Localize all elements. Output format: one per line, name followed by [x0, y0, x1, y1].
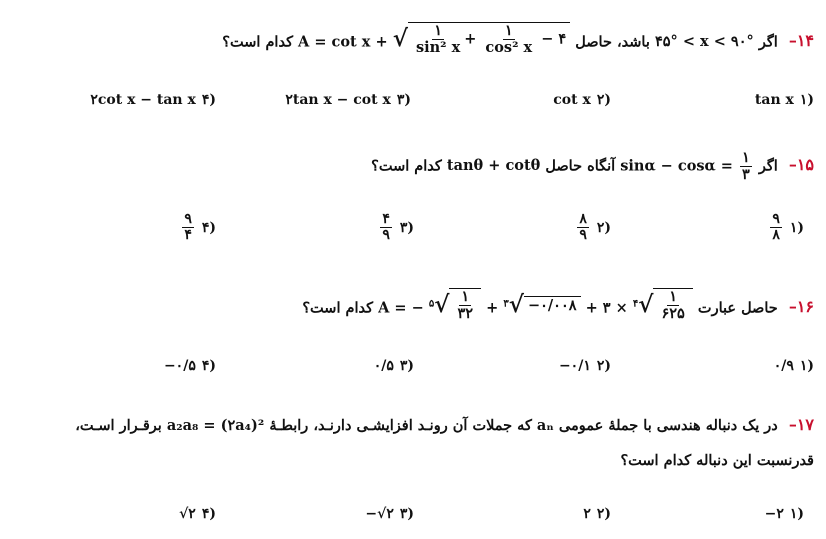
- question-text: باشد، حاصل: [575, 33, 650, 51]
- expr-tail: − ۴: [541, 30, 567, 48]
- option-label: ۲): [596, 358, 611, 374]
- math-expression: [298, 22, 570, 56]
- question-text: اگر: [758, 157, 778, 175]
- question-number: ۱۶–: [788, 297, 814, 317]
- option-value: −۰/۱: [558, 358, 591, 374]
- numerator: ۹: [772, 211, 780, 227]
- question-text: کدام است؟: [371, 157, 442, 175]
- question-text: حاصل عبارت: [697, 299, 778, 317]
- denominator: cos² x: [485, 38, 533, 56]
- denominator: ۳: [741, 165, 750, 183]
- option-fraction: [770, 212, 782, 244]
- math-symbol: aₙ: [536, 417, 554, 434]
- operator: +: [486, 299, 499, 317]
- sqrt-sign-icon: √: [508, 291, 524, 319]
- denominator: ۹: [579, 227, 587, 244]
- question-text: اگر: [758, 33, 778, 51]
- question-text: برقـرار اسـت،: [75, 417, 162, 434]
- operator: + ۳ ×: [585, 299, 628, 317]
- option-value: ۲tan x − cot x: [285, 92, 391, 108]
- option-3[interactable]: [285, 92, 411, 108]
- option-2[interactable]: [583, 506, 611, 522]
- question-17: [10, 415, 814, 434]
- math-expression: [378, 288, 693, 322]
- option-label: ۱): [789, 219, 804, 236]
- option-label: ۲): [596, 219, 611, 236]
- relation-expr: a₂a₈ = (۲a₄)²: [166, 417, 265, 434]
- expr-lead: A = cot x +: [298, 33, 388, 51]
- numerator: ۱: [504, 22, 513, 39]
- option-label: ۱): [799, 92, 814, 108]
- option-2[interactable]: [553, 92, 611, 108]
- option-value: −√۲: [365, 506, 394, 522]
- question-16: [10, 288, 814, 322]
- question-number: ۱۵–: [788, 155, 814, 175]
- denominator: ۶۲۵: [661, 304, 685, 322]
- option-label: ۱): [799, 358, 814, 374]
- denominator: sin² x: [415, 38, 461, 56]
- option-value: ۰/۹: [773, 358, 794, 374]
- option-label: ۴): [201, 506, 216, 522]
- denominator: ۹: [382, 227, 390, 244]
- option-3[interactable]: [365, 506, 414, 522]
- option-value: ۰/۵: [373, 358, 394, 374]
- option-label: ۳): [399, 219, 414, 236]
- sqrt-sign-icon: √: [434, 291, 450, 319]
- option-value: ۲cot x − tan x: [90, 92, 196, 108]
- fraction: [659, 289, 686, 322]
- radical: [638, 288, 693, 322]
- condition-expr: ۴۵° < x < ۹۰°: [654, 33, 754, 51]
- option-label: ۳): [396, 92, 411, 108]
- option-1[interactable]: [774, 358, 814, 374]
- denominator: ۸: [772, 227, 780, 244]
- option-4[interactable]: [179, 506, 216, 522]
- option-value: cot x: [553, 92, 591, 108]
- option-value: tan x: [754, 92, 794, 108]
- numerator: ۹: [184, 211, 192, 227]
- sqrt-sign-icon: √: [392, 25, 408, 53]
- sqrt-radical: [393, 22, 571, 56]
- fraction: [740, 150, 752, 183]
- numerator: ۴: [382, 211, 390, 227]
- option-label: ۴): [201, 92, 216, 108]
- option-1[interactable]: [768, 212, 804, 244]
- numerator: ۱: [669, 288, 678, 305]
- option-value: −۲: [764, 506, 784, 522]
- sqrt-sign-icon: √: [638, 291, 654, 319]
- option-2[interactable]: [575, 212, 611, 244]
- radicand: $\frac{۱}{\text{sin² x}}$ + $\frac{۱}{\text{cos² x}}$ − ۴: [408, 22, 570, 56]
- expr-lead: A = −: [378, 299, 424, 317]
- option-3[interactable]: [378, 212, 414, 244]
- denominator: ۴: [184, 227, 192, 244]
- option-label: ۳): [399, 506, 414, 522]
- fraction: [455, 289, 475, 322]
- root-index: ۳: [503, 298, 509, 310]
- option-2[interactable]: [559, 358, 611, 374]
- radical: [434, 288, 481, 322]
- question-17-line2: [10, 452, 814, 469]
- option-4[interactable]: [164, 358, 216, 374]
- option-label: ۲): [596, 92, 611, 108]
- question-text: در یک دنباله هندسی با جملهٔ عمومی: [558, 417, 778, 434]
- option-label: ۴): [201, 358, 216, 374]
- question-text: کدام است؟: [302, 299, 374, 317]
- numerator: ۱: [461, 288, 470, 305]
- math-expression: [620, 150, 754, 183]
- radical: [508, 291, 581, 319]
- option-4[interactable]: [180, 212, 216, 244]
- option-fraction: [182, 212, 194, 244]
- question-text: قدرنسبت این دنباله کدام است؟: [620, 452, 814, 469]
- fraction: [483, 23, 534, 56]
- radicand: [653, 288, 692, 322]
- question-text: که جملات آن رونـد افزایشـی دارنـد، رابطـهٔ: [269, 417, 532, 434]
- radicand: [449, 288, 481, 322]
- question-number: ۱۴–: [788, 31, 814, 51]
- radicand: −۰/۰۰۸: [524, 296, 581, 314]
- question-14: [10, 22, 814, 56]
- fraction: [414, 23, 462, 56]
- question-text: آنگاه حاصل: [545, 157, 616, 175]
- option-label: ۱): [789, 506, 804, 522]
- option-3[interactable]: [374, 358, 414, 374]
- option-label: ۴): [201, 219, 216, 236]
- option-value: ۲: [583, 506, 591, 522]
- option-fraction: [380, 212, 392, 244]
- denominator: ۳۲: [457, 304, 474, 322]
- option-1[interactable]: [765, 506, 804, 522]
- numerator: ۸: [579, 211, 587, 227]
- target-expr: tanθ + cotθ: [446, 157, 541, 175]
- given-expr: sinα − cosα =: [620, 157, 733, 175]
- option-fraction: [577, 212, 589, 244]
- question-15: [10, 150, 814, 183]
- question-text: کدام است؟: [222, 33, 293, 51]
- option-value: √۲: [179, 506, 196, 522]
- numerator: ۱: [434, 22, 442, 39]
- option-label: ۲): [596, 506, 611, 522]
- option-1[interactable]: [755, 92, 814, 108]
- root-index: ۵: [428, 298, 435, 310]
- numerator: ۱: [741, 149, 750, 166]
- question-number: ۱۷–: [788, 415, 814, 434]
- option-value: −۰/۵: [163, 358, 196, 374]
- option-label: ۳): [399, 358, 414, 374]
- root-index: ۴: [632, 298, 639, 310]
- option-4[interactable]: [90, 92, 216, 108]
